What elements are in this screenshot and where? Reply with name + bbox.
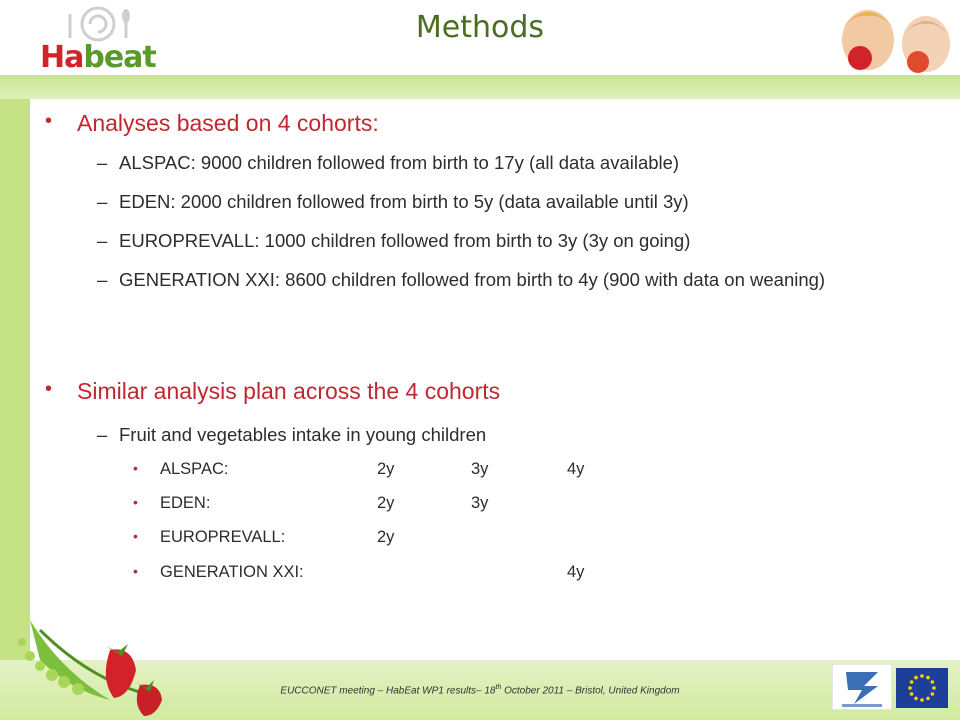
logo-letter-a: a bbox=[64, 40, 84, 75]
footer-text-part1: EUCCONET meeting – HabEat WP1 results– 18 bbox=[280, 685, 496, 697]
cohort-alspac-text: ALSPAC: 9000 children followed from birth to 17y (all data available) bbox=[119, 152, 680, 173]
bullet-dash: – bbox=[97, 269, 108, 290]
cohort-generation-xxi-text: GENERATION XXI: 8600 children followed from birth to 4y (900 with data on weaning) bbox=[119, 269, 826, 290]
row-age-2y: 2y bbox=[377, 528, 395, 546]
bullet-dot: • bbox=[133, 528, 138, 544]
cohort-europrevall-text: EUROPREVALL: 1000 children followed from birth to 3y (3y on going) bbox=[119, 230, 691, 251]
cohort-eden-text: EDEN: 2000 children followed from birth to 5y (data available until 3y) bbox=[119, 191, 689, 212]
bullet-dash: – bbox=[97, 152, 108, 173]
bullet-dash: – bbox=[97, 230, 108, 251]
eu-flag-icon bbox=[896, 668, 948, 708]
row-name: EUROPREVALL: bbox=[160, 528, 286, 546]
section2-heading-text: Similar analysis plan across the 4 cohorts bbox=[77, 378, 501, 404]
section2-subheading-text: Fruit and vegetables intake in young children bbox=[119, 424, 487, 445]
row-age-4y: 4y bbox=[567, 460, 585, 478]
row-name: GENERATION XXI: bbox=[160, 563, 304, 581]
footer-text-part2: October 2011 – Bristol, United Kingdom bbox=[501, 685, 680, 697]
row-name: EDEN: bbox=[160, 494, 211, 512]
logo-letter-h: H bbox=[40, 40, 65, 75]
row-name: ALSPAC: bbox=[160, 460, 229, 478]
row-age-3y: 3y bbox=[471, 460, 489, 478]
section1-heading-text: Analyses based on 4 cohorts: bbox=[77, 110, 379, 136]
bullet-dash: – bbox=[97, 191, 108, 212]
row-age-2y: 2y bbox=[377, 494, 395, 512]
bullet-dot: • bbox=[133, 563, 138, 579]
bullet-dot: • bbox=[133, 460, 138, 476]
page-title: Methods bbox=[415, 10, 545, 45]
pea-strawberry-decoration-icon bbox=[0, 600, 200, 720]
fp7-logo-icon bbox=[832, 664, 892, 710]
bullet-dash: – bbox=[97, 424, 108, 445]
logo-letters-beat: beat bbox=[83, 40, 156, 75]
bullet-dot: • bbox=[133, 494, 138, 510]
row-age-2y: 2y bbox=[377, 460, 395, 478]
bullet-dot: • bbox=[45, 110, 53, 132]
row-age-3y: 3y bbox=[471, 494, 489, 512]
footer-caption bbox=[0, 684, 960, 696]
footer-superscript: th bbox=[495, 684, 502, 691]
bullet-dot: • bbox=[45, 378, 53, 400]
row-age-4y: 4y bbox=[567, 563, 585, 581]
